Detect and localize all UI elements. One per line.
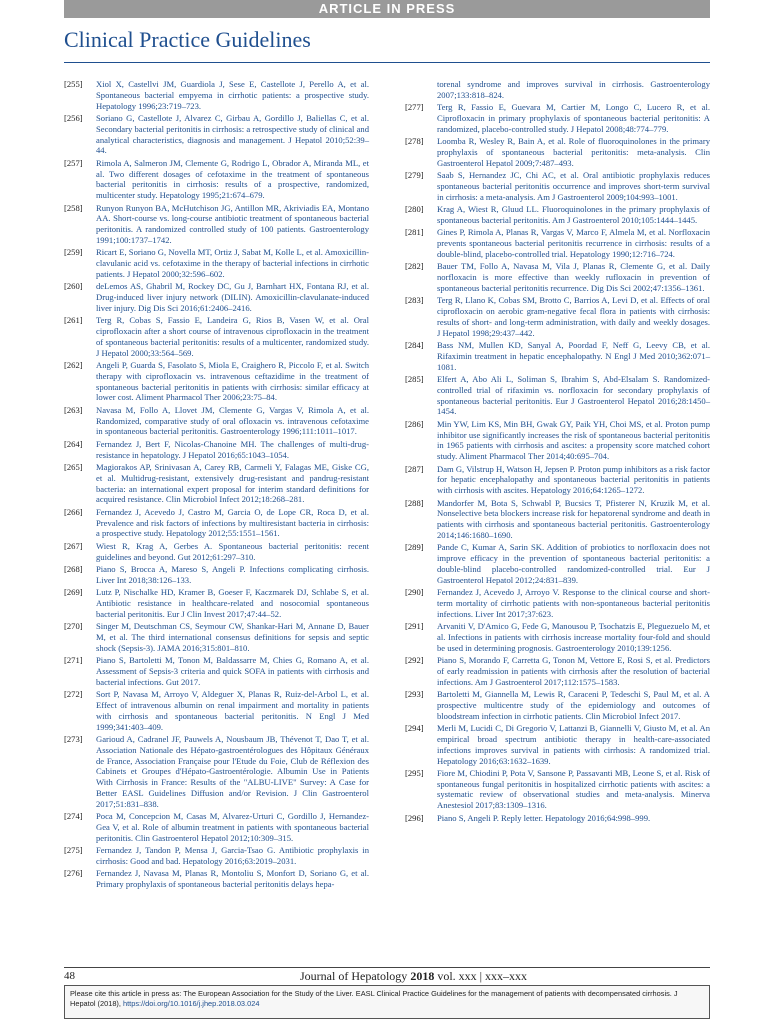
reference-item (64, 247, 369, 279)
reference-number: [279] (405, 170, 424, 181)
reference-number: [283] (405, 295, 424, 306)
reference-text: Arvaniti V, D'Amico G, Fede G, Manousou P, Tsochatzis E, Pleguezuelo M, et al. Infections in patients with cirrhosis increase mortality four-fold and should be used in determining prognosis. Gastroenterology 2010;139:1256. (437, 621, 710, 653)
citation-text: Please cite this article in press as: The European Association for the Study of the Liver. EASL Clinical Practice Guidelines for the management of patients with decompensated cirrhosis. J Hepatol (2018), (70, 989, 678, 1008)
reference-item (405, 227, 710, 259)
title-divider (64, 62, 710, 63)
citation-notice (64, 985, 710, 1019)
reference-number: [266] (64, 506, 83, 517)
reference-item (64, 79, 369, 111)
reference-item (64, 587, 369, 619)
reference-number: [292] (405, 655, 424, 666)
reference-text: Saab S, Hernandez JC, Chi AC, et al. Oral antibiotic prophylaxis reduces spontaneous bacterial peritonitis occurrence and improves short-term survival in cirrhosis: a meta-analysis. Am J Gastroenterol 2009;104:993–1001. (437, 170, 710, 202)
reference-text: Loomba R, Wesley R, Bain A, et al. Role of fluoroquinolones in the primary prophylaxis of spontaneous bacterial peritonitis: meta-analysis. Clin Gastroenterol Hepatol 2009;7:487–493. (437, 136, 710, 168)
reference-text: Min YW, Lim KS, Min BH, Gwak GY, Paik YH, Choi MS, et al. Proton pump inhibitor use significantly increases the risk of spontaneous bacterial peritonitis in 1965 patients with cirrhosis and ascites: a propensity score matched cohort study. Aliment Pharmacol Ther 2014;40:695–704. (437, 418, 710, 462)
reference-text: Fernandez J, Acevedo J, Arroyo V. Response to the clinical course and short-term mortality of cirrhotic patients with non-spontaneous bacterial peritonitis infections. Liver Int 2017;37:623. (437, 587, 710, 619)
reference-item (405, 295, 710, 338)
reference-number: [256] (64, 112, 83, 123)
reference-item (64, 507, 369, 539)
reference-number: [273] (64, 733, 83, 744)
reference-number: [269] (64, 587, 83, 598)
reference-item (64, 281, 369, 313)
journal-volume: vol. xxx | xxx–xxx (434, 969, 528, 983)
reference-number: [255] (64, 79, 83, 89)
reference-number: [286] (405, 418, 424, 429)
reference-number: [282] (405, 261, 424, 272)
section-title: Clinical Practice Guidelines (64, 27, 311, 52)
reference-item (405, 587, 710, 619)
reference-item (405, 340, 710, 372)
reference-text: Poca M, Concepcion M, Casas M, Alvarez-Urturi C, Gordillo J, Hernandez-Gea V, et al. Role of albumin treatment in patients with spontaneous bacterial peritonitis. Clin Gastroenterol Hepatol 2012;10:309–315. (96, 811, 369, 843)
reference-number: [287] (405, 463, 424, 474)
reference-item (64, 462, 369, 505)
reference-number: [290] (405, 587, 424, 598)
reference-number: [278] (405, 136, 424, 147)
reference-number: [258] (64, 202, 83, 213)
reference-number: [291] (405, 621, 424, 632)
reference-text: Piano S, Morando F, Carretta G, Tonon M, Vettore E, Rosi S, et al. Predictors of early readmission in patients with cirrhosis after the resolution of bacterial infections. Am J Gastroenterol 2017;112:1575–1583. (437, 655, 710, 687)
reference-text: Krag A, Wiest R, Gluud LL. Fluoroquinolones in the primary prophylaxis of spontaneous bacterial peritonitis. Am J Gastroenterol 2010;105:1444–1445. (437, 204, 710, 225)
reference-item (405, 542, 710, 585)
reference-number: [288] (405, 497, 424, 508)
reference-number: [277] (405, 102, 424, 113)
reference-text: Lutz P, Nischalke HD, Kramer B, Goeser F, Kaczmarek DJ, Schlabe S, et al. Antibiotic resistance in healthcare-related and nosocomial spontaneous bacterial peritonitis. Eur J Clin Invest 2017;47:44–52. (96, 587, 369, 619)
reference-item (64, 315, 369, 358)
reference-item (64, 734, 369, 810)
reference-text: torenal syndrome and improves survival in cirrhosis. Gastroenterology 2007;133:818–824. (437, 79, 710, 100)
reference-number: [296] (405, 812, 424, 823)
doi-link[interactable]: https://doi.org/10.1016/j.jhep.2018.03.024 (123, 999, 260, 1008)
reference-text: Rimola A, Salmeron JM, Clemente G, Rodrigo L, Obrador A, Miranda ML, et al. Two different dosages of cefotaxime in the treatment of spontaneous bacterial peritonitis in cirrhosis: results of a prospective, randomized, multicenter study. Hepatology 1995;21:674–679. (96, 157, 369, 201)
reference-item (64, 868, 369, 890)
reference-item (64, 439, 369, 461)
reference-item (64, 405, 369, 437)
reference-number: [271] (64, 655, 83, 666)
reference-number: [276] (64, 868, 83, 879)
reference-item (405, 689, 710, 721)
reference-item (405, 102, 710, 134)
reference-item (64, 158, 369, 201)
reference-item (405, 498, 710, 541)
reference-text: Pande C, Kumar A, Sarin SK. Addition of probiotics to norfloxacin does not improve efficacy in the prevention of spontaneous bacterial peritonitis: a double-blind placebo-controlled randomized-controlled trial. Eur J Gastroenterol Hepatol 2012;24:831–839. (437, 542, 710, 585)
reference-item (405, 170, 710, 202)
reference-number: [285] (405, 374, 424, 385)
reference-number: [262] (64, 360, 83, 371)
reference-item (64, 564, 369, 586)
reference-number: [281] (405, 227, 424, 238)
reference-text: Runyon Runyon BA, McHutchison JG, Antillon MR, Akriviadis EA, Montano AA. Short-course vs. long-course antibiotic treatment of spontaneous bacterial peritonitis. A randomized controlled study of 100 patients. Gastroenterology 1991;100:1737–1742. (96, 202, 369, 245)
reference-item (64, 541, 369, 563)
reference-item (405, 464, 710, 496)
reference-text: Elfert A, Abo Ali L, Soliman S, Ibrahim S, Abd-Elsalam S. Randomized-controlled trial of rifaximin vs. norfloxacin for secondary prophylaxis of spontaneous bacterial peritonitis. Eur J Gastroenterol Hepatol 2016;28:1450–1454. (437, 374, 710, 417)
reference-number: [272] (64, 689, 83, 700)
reference-text: Fernandez J, Bert F, Nicolas-Chanoine MH. The challenges of multi-drug-resistance in hepatology. J Hepatol 2016;65:1043–1054. (96, 438, 369, 460)
reference-text: Terg R, Cobas S, Fassio E, Landeira G, Rios B, Vasen W, et al. Oral ciprofloxacin after a short course of intravenous ciprofloxacin in the treatment of spontaneous bacterial peritonitis: results of a multicenter, randomized study. J Hepatol 2000;33:564–569. (96, 315, 369, 358)
reference-number: [293] (405, 689, 424, 700)
reference-item (64, 655, 369, 687)
reference-number: [259] (64, 247, 83, 258)
reference-text: Fernandez J, Navasa M, Planas R, Montoliu S, Monfort D, Soriano G, et al. Primary prophylaxis of spontaneous bacterial peritonitis delays hepa- (96, 868, 369, 890)
reference-text: Fernandez J, Acevedo J, Castro M, Garcia O, de Lope CR, Roca D, et al. Prevalence and risk factors of infections by multiresistant bacteria in cirrhosis: a prospective study. Hepatology 2012;55:1551–1561. (96, 506, 369, 539)
reference-text: Mandorfer M, Bota S, Schwabl P, Bucsics T, Pfisterer N, Kruzik M, et al. Nonselective beta blockers increase risk for hepatorenal syndrome and death in patients with cirrhosis and spontaneous bacterial peritonitis. Gastroenterology 2014;146:1680–1690. (437, 497, 710, 540)
reference-item (64, 360, 369, 403)
reference-number: [294] (405, 723, 424, 734)
reference-item (405, 261, 710, 293)
reference-number: [268] (64, 563, 83, 574)
reference-text: Terg R, Llano K, Cobas SM, Brotto C, Barrios A, Levi D, et al. Effects of oral ciprofloxacin on aerobic gram-negative fecal flora in patients with cirrhosis: results of short- and long-term administration, with daily and weekly dosages. J Hepatol 1998;29:437–442. (437, 295, 710, 338)
reference-item (64, 203, 369, 246)
reference-number: [295] (405, 767, 424, 778)
reference-number: [284] (405, 340, 424, 351)
reference-column-left (64, 79, 369, 891)
reference-text: Magiorakos AP, Srinivasan A, Carey RB, Carmeli Y, Falagas ME, Giske CG, et al. Multidrug-resistant, extensively drug-resistant and pandrug-resistant bacteria: an international expert proposal for interim standard definitions for acquired resistance. Clin Microbiol Infect 2012;18:268–281. (96, 462, 369, 505)
journal-name: Journal of Hepatology (300, 969, 411, 983)
reference-item (405, 723, 710, 766)
reference-number: [260] (64, 281, 83, 292)
reference-number: [289] (405, 542, 424, 553)
reference-item (64, 113, 369, 156)
footer-divider (64, 967, 710, 968)
reference-number: [257] (64, 157, 83, 168)
reference-item (405, 621, 710, 653)
reference-item (64, 845, 369, 867)
reference-text: Fiore M, Chiodini P, Pota V, Sansone P, Passavanti MB, Leone S, et al. Risk of spontaneous fungal peritonitis in hospitalized cirrhotic patients with ascites: a systematic review of observational studies and meta-analysis. Minerva Anestesiol 2017;83:1309–1316. (437, 767, 710, 811)
reference-text: Terg R, Fassio E, Guevara M, Cartier M, Longo C, Lucero R, et al. Ciprofloxacin in primary prophylaxis of spontaneous bacterial peritonitis: A randomized, placebo-controlled study. J Hepatol 2008;48:774–779. (437, 102, 710, 134)
reference-text: Fernandez J, Tandon P, Mensa J, Garcia-Tsao G. Antibiotic prophylaxis in cirrhosis: Good and bad. Hepatology 2016;63:2019–2031. (96, 845, 369, 866)
reference-text: Wiest R, Krag A, Gerbes A. Spontaneous bacterial peritonitis: recent guidelines and beyond. Gut 2012;61:297–310. (96, 540, 369, 562)
reference-number: [263] (64, 404, 83, 415)
reference-text: Garioud A, Cadranel JF, Pauwels A, Nousbaum JB, Thévenot T, Dao T, et al. Association Nationale des Hépato-gastroentérologues des Hôpitaux Généraux de France, Association Française pour l'Etude du Foie, Club de Réflexion des Cabinets et Groupes d'Hépato-Gastroentérologie. Albumin Use in Patients With Cirrhosis in France: Results of the "ALBU-LIVE" Survey: A Case for Better EASL Guidelines Diffusion and/or Revision. J Clin Gastroenterol 2017;51:831–838. (96, 733, 369, 809)
reference-text: Angeli P, Guarda S, Fasolato S, Miola E, Craighero R, Piccolo F, et al. Switch therapy with ciprofloxacin vs. intravenous ceftazidime in the treatment of spontaneous bacterial peritonitis in patients with cirrhosis: similar efficacy at lower cost. Aliment Pharmacol Ther 2006;23:75–84. (96, 360, 369, 403)
reference-column-right (405, 79, 710, 825)
reference-text: Ricart E, Soriano G, Novella MT, Ortiz J, Sabat M, Kolle L, et al. Amoxicillin-clavulanic acid vs. cefotaxime in the therapy of bacterial infections in cirrhotic patients. J Hepatol 2000;32:596–602. (96, 247, 369, 279)
reference-item (405, 655, 710, 687)
reference-text: Bauer TM, Follo A, Navasa M, Vila J, Planas R, Clemente G, et al. Daily norfloxacin is more effective than weekly rufloxacin in prevention of spontaneous bacterial peritonitis recurrence. Dig Dis Sci 2002;47:1356–1361. (437, 261, 710, 293)
reference-text: deLemos AS, Ghabril M, Rockey DC, Gu J, Barnhart HX, Fontana RJ, et al. Drug-induced liver injury network (DILIN). Amoxicillin-clavulanate-induced liver injury. Dig Dis Sci 2016;61:2406–2416. (96, 281, 369, 313)
reference-number: [270] (64, 621, 83, 632)
reference-item (405, 813, 710, 824)
reference-item (405, 204, 710, 226)
reference-text: Navasa M, Follo A, Llovet JM, Clemente G, Vargas V, Rimola A, et al. Randomized, comparative study of oral ofloxacin vs. intravenous cefotaxime in spontaneous bacterial peritonitis. Gastroenterology 1996;111:1011–1017. (96, 404, 369, 437)
journal-line (300, 969, 527, 984)
reference-item (405, 419, 710, 462)
reference-continuation (405, 79, 710, 101)
reference-text: Bass NM, Mullen KD, Sanyal A, Poordad F, Neff G, Leevy CB, et al. Rifaximin treatment in hepatic encephalopathy. N Engl J Med 2010;362:071–1081. (437, 340, 710, 372)
reference-text: Sort P, Navasa M, Arroyo V, Aldeguer X, Planas R, Ruiz-del-Arbol L, et al. Effect of intravenous albumin on renal impairment and mortality in patients with cirrhosis and spontaneous bacterial peritonitis. N Engl J Med 1999;341:403–409. (96, 689, 369, 732)
reference-item (64, 811, 369, 843)
reference-number: [267] (64, 540, 83, 551)
reference-number: [275] (64, 845, 83, 856)
reference-text: Gines P, Rimola A, Planas R, Vargas V, Marco F, Almela M, et al. Norfloxacin prevents spontaneous bacterial peritonitis recurrence in cirrhosis: results of a double-blind, placebo-controlled trial. Hepatology 1990;12:716–724. (437, 227, 710, 259)
reference-item (405, 374, 710, 417)
reference-item (405, 136, 710, 168)
reference-text: Xiol X, Castellvi JM, Guardiola J, Sese E, Castellote J, Perello A, et al. Spontaneous bacterial empyema in cirrhotic patients: a prospective study. Hepatology 1996;23:719–723. (96, 79, 369, 111)
reference-number: [280] (405, 204, 424, 215)
reference-text: Piano S, Bartoletti M, Tonon M, Baldassarre M, Chies G, Romano A, et al. Assessment of Sepsis-3 criteria and quick SOFA in patients with cirrhosis and bacterial infections. Gut 2017. (96, 655, 369, 687)
reference-item (405, 768, 710, 811)
reference-text: Dam G, Vilstrup H, Watson H, Jepsen P. Proton pump inhibitors as a risk factor for hepatic encephalopathy and spontaneous bacterial peritonitis in patients with cirrhosis with ascites. Hepatology 2016;64:1265–1272. (437, 463, 710, 496)
article-in-press-banner: ARTICLE IN PRESS (64, 0, 710, 18)
reference-text: Bartoletti M, Giannella M, Lewis R, Caraceni P, Tedeschi S, Paul M, et al. A prospective multicentre study of the epidemiology and outcomes of bloodstream infection in cirrhotic patients. Clin Microbiol Infect 2017. (437, 689, 710, 721)
reference-number: [261] (64, 315, 83, 326)
reference-item (64, 689, 369, 732)
reference-text: Merli M, Lucidi C, Di Gregorio V, Lattanzi B, Giannelli V, Giusto M, et al. An empirical broad spectrum antibiotic therapy in health-care-associated infections improves survival in patients with cirrhosis: A randomized trial. Hepatology 2016;63:1632–1639. (437, 723, 710, 766)
reference-item (64, 621, 369, 653)
reference-text: Singer M, Deutschman CS, Seymour CW, Shankar-Hari M, Annane D, Bauer M, et al. The third international consensus definitions for sepsis and septic shock (Sepsis-3). JAMA 2016;315:801–810. (96, 621, 369, 653)
reference-number: [274] (64, 811, 83, 822)
journal-year: 2018 (410, 969, 435, 983)
reference-text: Soriano G, Castellote J, Alvarez C, Girbau A, Gordillo J, Baliellas C, et al. Secondary bacterial peritonitis in cirrhosis: a retrospective study of clinical and analytical characteristics, diagnosis and management. J Hepatol 2010;52:39–44. (96, 112, 369, 156)
page-number: 48 (64, 970, 75, 982)
reference-text: Piano S, Brocca A, Mareso S, Angeli P. Infections complicating cirrhosis. Liver Int 2018;38:126–133. (96, 563, 369, 585)
reference-text: Piano S, Angeli P. Reply letter. Hepatology 2016;64:998–999. (437, 812, 651, 823)
reference-number: [265] (64, 462, 83, 473)
reference-number: [264] (64, 438, 83, 449)
